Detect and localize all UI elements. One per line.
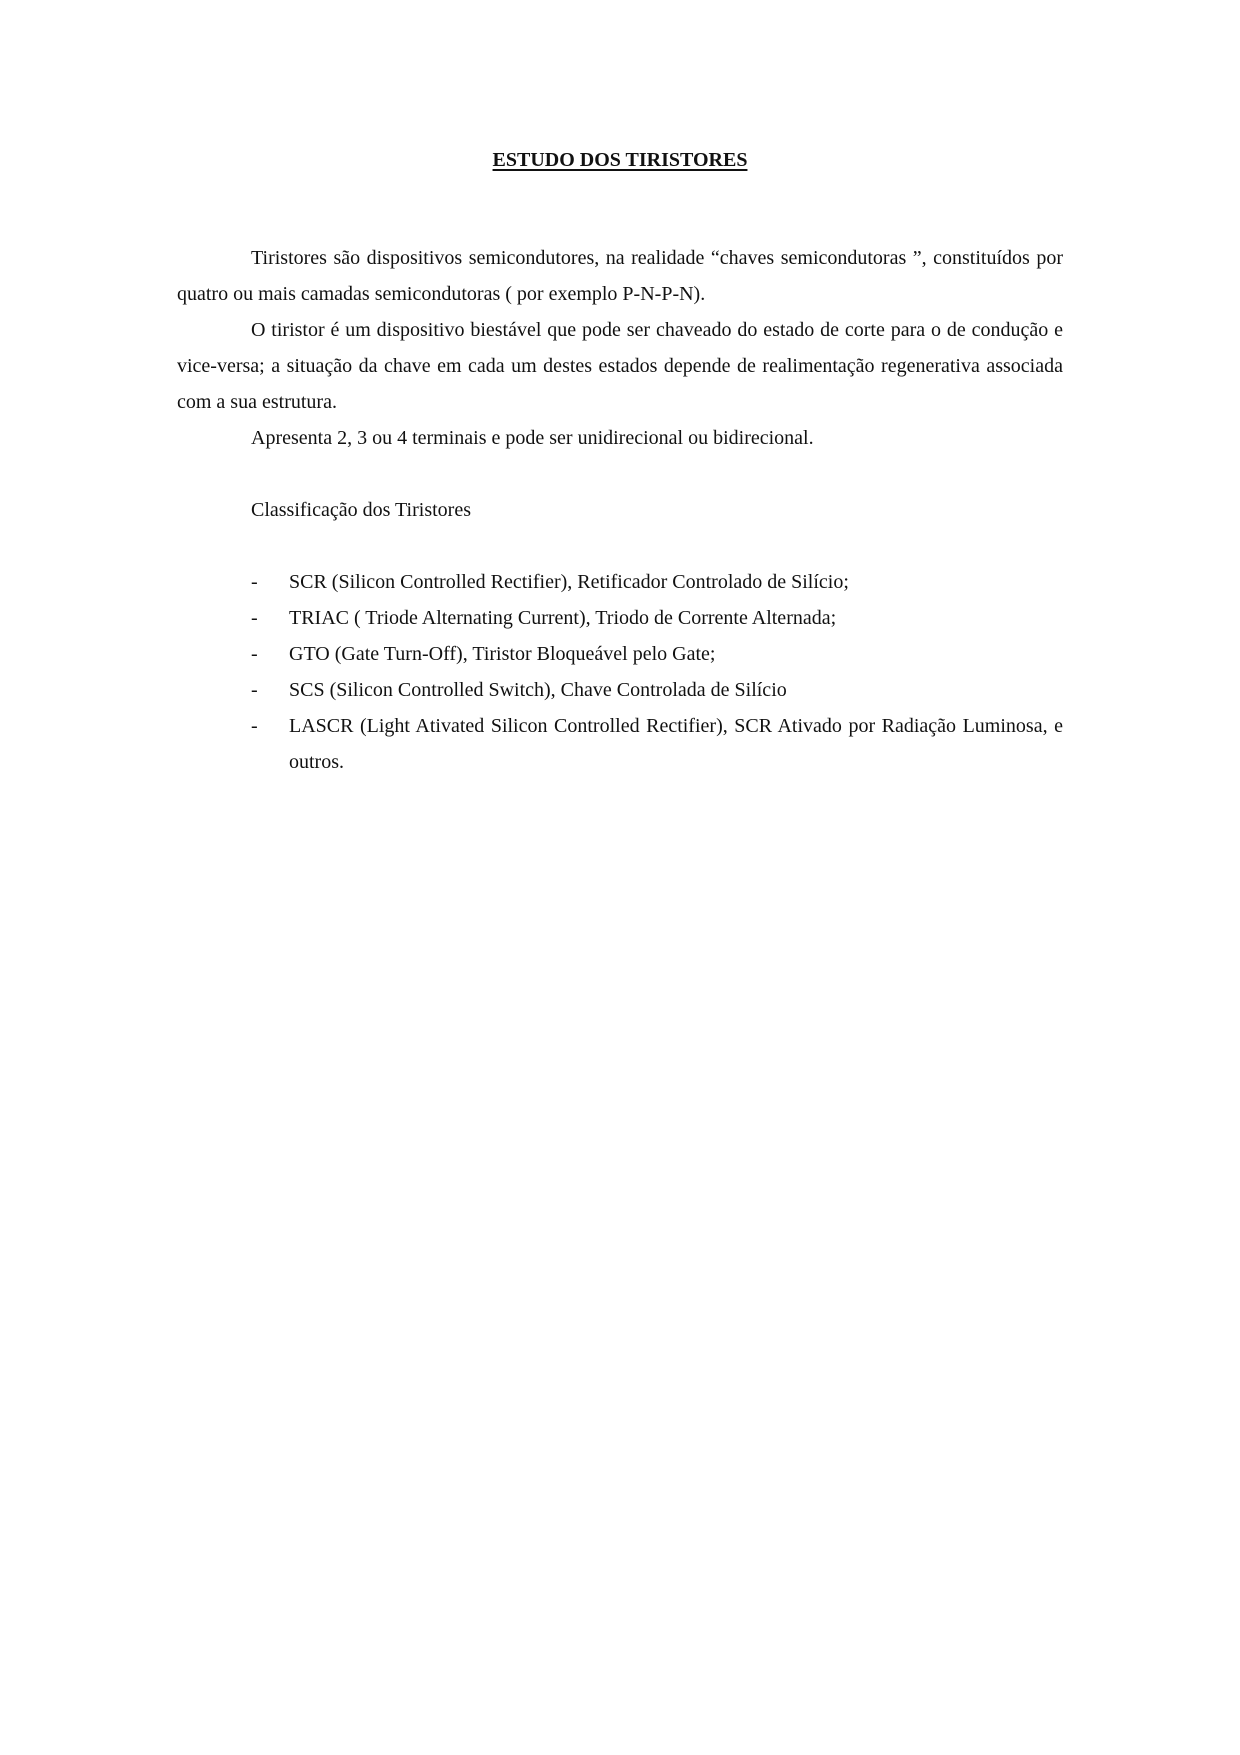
list-item-text: LASCR (Light Ativated Silicon Controlled Rectifier), SCR Ativado por Radiação Luminosa, e outros. xyxy=(289,715,1063,773)
classification-list xyxy=(177,564,1063,780)
list-marker: - xyxy=(251,715,258,737)
list-marker: - xyxy=(251,679,258,701)
list-item xyxy=(177,708,1063,780)
list-item xyxy=(177,672,1063,708)
list-item xyxy=(177,600,1063,636)
list-marker: - xyxy=(251,571,258,593)
document-title-text: ESTUDO DOS TIRISTORES xyxy=(492,149,748,171)
list-item-text: SCR (Silicon Controlled Rectifier), Retificador Controlado de Silício; xyxy=(289,571,849,593)
list-item-text: TRIAC ( Triode Alternating Current), Triodo de Corrente Alternada; xyxy=(289,607,837,629)
classification-heading: Classificação dos Tiristores xyxy=(251,499,471,521)
list-item-text: GTO (Gate Turn-Off), Tiristor Bloqueável pelo Gate; xyxy=(289,643,716,665)
document-body xyxy=(177,240,1063,780)
list-item-text: SCS (Silicon Controlled Switch), Chave Controlada de Silício xyxy=(289,679,787,701)
list-item xyxy=(177,636,1063,672)
paragraph-terminals: Apresenta 2, 3 ou 4 terminais e pode ser unidirecional ou bidirecional. xyxy=(251,427,814,449)
paragraph-definition: Tiristores são dispositivos semicondutores, na realidade “chaves semicondutoras ”, constituídos por quatro ou mais camadas semicondutoras ( por exemplo P-N-P-N). xyxy=(177,247,1063,305)
list-marker: - xyxy=(251,607,258,629)
paragraph-bistable: O tiristor é um dispositivo biestável que pode ser chaveado do estado de corte para o de condução e vice-versa; a situação da chave em cada um destes estados depende de realimentação regenerativa associada com a sua estrutura. xyxy=(177,319,1063,413)
document-title xyxy=(0,146,1240,174)
list-marker: - xyxy=(251,643,258,665)
list-item xyxy=(177,564,1063,600)
